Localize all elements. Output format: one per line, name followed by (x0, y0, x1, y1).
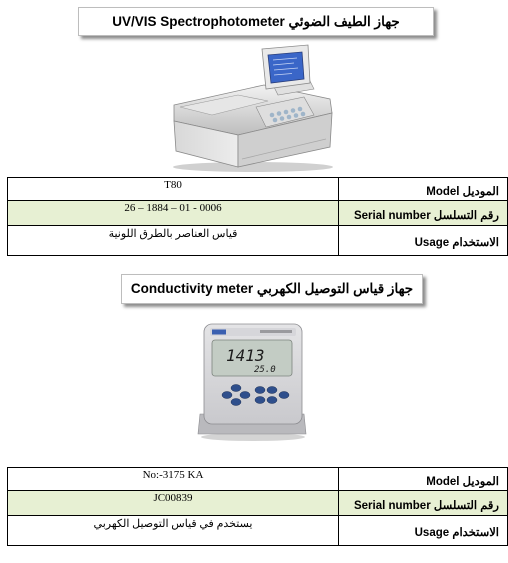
serial-label: رقم التسلسل Serial number (339, 491, 508, 516)
serial-value: 26 – 1884 – 01 - 0006 (8, 201, 339, 226)
spectrophotometer-image (168, 43, 338, 173)
conductivity-meter-image (196, 318, 310, 442)
table-row-usage (8, 516, 508, 546)
serial-label: رقم التسلسل Serial number (339, 201, 508, 226)
table-row-serial (8, 491, 508, 516)
section-title-text: جهاز الطيف الضوئي UV/VIS Spectrophotometer (112, 13, 400, 29)
section-title-conductivity-meter (121, 274, 423, 304)
model-value: No:-3175 KA (8, 468, 339, 491)
table-row-model (8, 468, 508, 491)
model-label: الموديل Model (339, 178, 508, 201)
table-row-usage (8, 226, 508, 256)
conductivity-meter-spec-table (7, 467, 508, 546)
usage-value: يستخدم في قياس التوصيل الكهربي (8, 516, 339, 546)
section-title-text: جهاز قياس التوصيل الكهربي Conductivity meter (130, 281, 414, 296)
display-sub-reading: 25.0 (254, 365, 276, 375)
table-row-model (8, 178, 508, 201)
usage-value: قياس العناصر بالطرق اللونية (8, 226, 339, 256)
section-title-spectrophotometer (78, 7, 434, 36)
usage-label: الاستخدام Usage (339, 516, 508, 546)
display-main-reading: 1413 (226, 346, 265, 365)
model-label: الموديل Model (339, 468, 508, 491)
model-value: T80 (8, 178, 339, 201)
spectrophotometer-spec-table (7, 177, 508, 256)
serial-value: JC00839 (8, 491, 339, 516)
table-row-serial (8, 201, 508, 226)
usage-label: الاستخدام Usage (339, 226, 508, 256)
